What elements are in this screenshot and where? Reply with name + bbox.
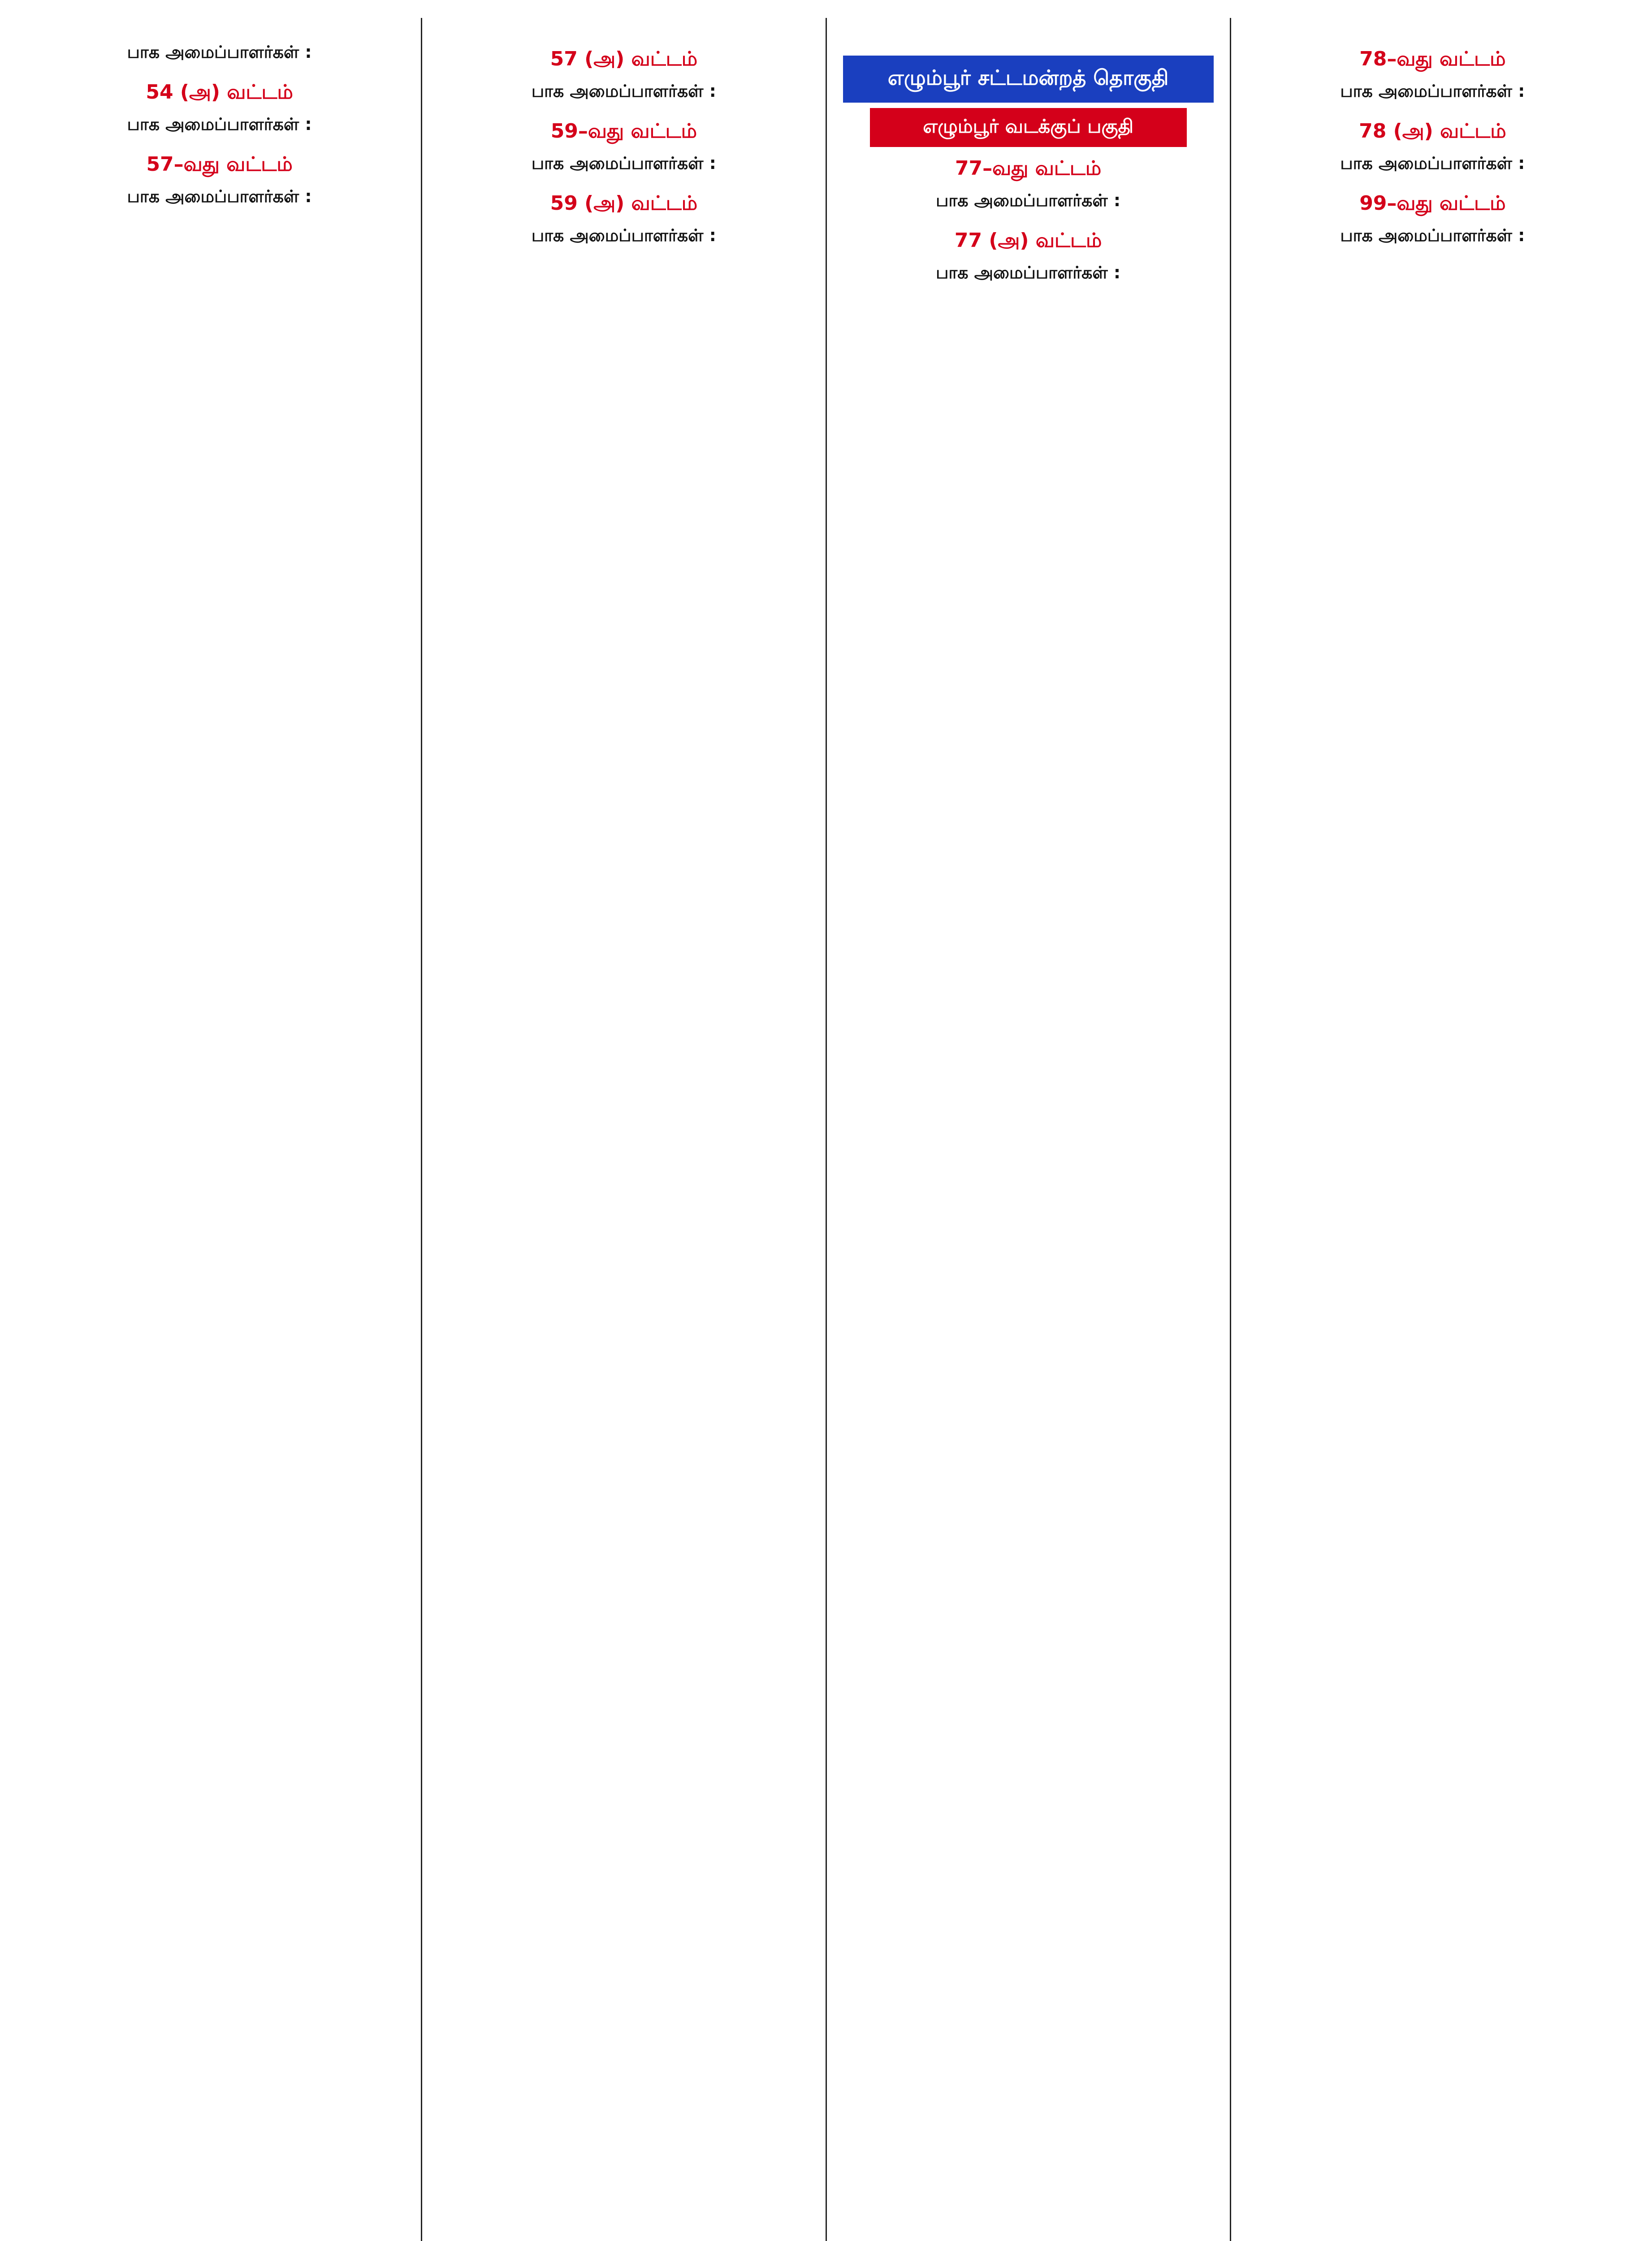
- section-heading: பாக அமைப்பாளர்கள் :: [531, 225, 716, 245]
- column-4: [1231, 18, 1634, 2241]
- section-heading: பாக அமைப்பாளர்கள் :: [1340, 81, 1525, 101]
- ward-title: 78–வது வட்டம்: [1359, 48, 1506, 70]
- column-2: [422, 18, 826, 2241]
- ward-title: 77 (அ) வட்டம்: [954, 229, 1102, 252]
- section-heading: பாக அமைப்பாளர்கள் :: [1340, 225, 1525, 245]
- column-1: [18, 18, 422, 2241]
- ward-title: 57 (அ) வட்டம்: [550, 48, 698, 70]
- column-3: [827, 18, 1231, 2241]
- ward-title: 59 (அ) வட்டம்: [550, 192, 698, 215]
- constituency-banner: எழும்பூர் சட்டமன்றத் தொகுதி: [843, 56, 1214, 103]
- section-heading: பாக அமைப்பாளர்கள் :: [127, 114, 312, 134]
- section-heading: பாக அமைப்பாளர்கள் :: [531, 153, 716, 173]
- section-heading: பாக அமைப்பாளர்கள் :: [936, 263, 1121, 282]
- ward-title: 57–வது வட்டம்: [146, 153, 293, 176]
- ward-title: 78 (அ) வட்டம்: [1359, 120, 1506, 143]
- ward-title: 59–வது வட்டம்: [550, 120, 697, 143]
- ward-title: 77–வது வட்டம்: [955, 157, 1102, 180]
- area-banner: எழும்பூர் வடக்குப் பகுதி: [870, 108, 1187, 147]
- section-heading: பாக அமைப்பாளர்கள் :: [127, 42, 312, 62]
- newspaper-page: [18, 18, 1634, 2241]
- section-heading: பாக அமைப்பாளர்கள் :: [127, 186, 312, 206]
- section-heading: பாக அமைப்பாளர்கள் :: [936, 190, 1121, 210]
- section-heading: பாக அமைப்பாளர்கள் :: [1340, 153, 1525, 173]
- ward-title: 99–வது வட்டம்: [1359, 192, 1506, 215]
- section-heading: பாக அமைப்பாளர்கள் :: [531, 81, 716, 101]
- ward-title: 54 (அ) வட்டம்: [146, 81, 293, 104]
